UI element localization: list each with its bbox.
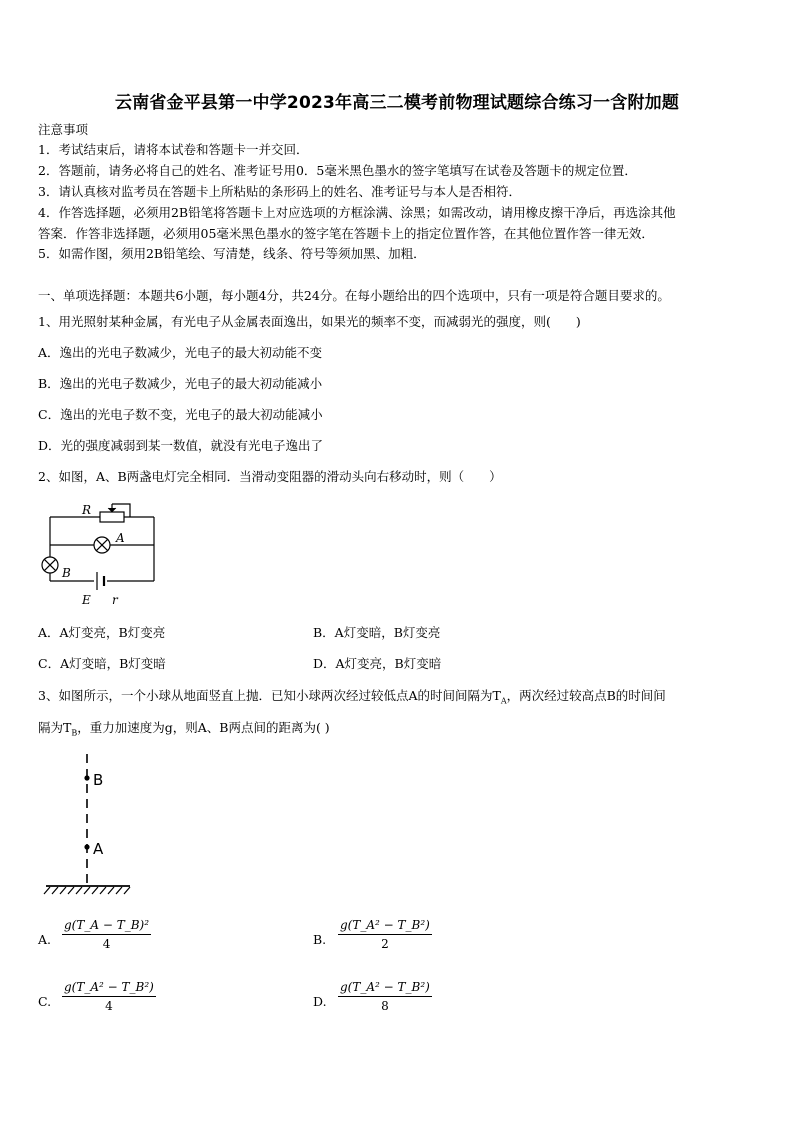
question-1-option-c: C．逸出的光电子数不变，光电子的最大初动能减小 bbox=[38, 407, 323, 422]
question-2-option-c: C．A灯变暗，B灯变暗 bbox=[38, 656, 166, 671]
label-b: B bbox=[62, 566, 71, 580]
option-b-numerator: g(T_A² − T_B²) bbox=[338, 918, 432, 935]
question-3-stem-line1: 3、如图所示，一个小球从地面竖直上抛．已知小球两次经过较低点A的时间间隔为$T_A$，两次经过较高点B的时间间 bbox=[38, 688, 666, 706]
lamp-a-icon bbox=[94, 537, 110, 553]
notice-item: 答案．作答非选择题，必须用05毫米黑色墨水的签字笔在答题卡上的指定位置作答，在其他位置作答一律无效． bbox=[38, 226, 654, 241]
question-2-option-a: A．A灯变亮，B灯变亮 bbox=[38, 625, 166, 640]
notice-item: 4．作答选择题，必须用2B铅笔将答题卡上对应选项的方框涂满、涂黑；如需改动，请用橡皮擦干净后，再选涂其他 bbox=[38, 205, 676, 220]
question-2-stem: 2、如图，A、B两盏电灯完全相同．当滑动变阻器的滑动头向右移动时，则（ ） bbox=[38, 469, 502, 484]
question-3-option-b-letter: B. bbox=[313, 932, 327, 947]
lamp-b-icon bbox=[42, 557, 58, 573]
question-3-option-a-formula bbox=[62, 918, 151, 951]
option-b-denominator: 2 bbox=[381, 937, 389, 951]
option-d-denominator: 8 bbox=[381, 999, 389, 1013]
notice-item: 3．请认真核对监考员在答题卡上所粘贴的条形码上的姓名、准考证号与本人是否相符． bbox=[38, 184, 521, 199]
notice-heading: 注意事项 bbox=[38, 122, 89, 137]
question-3-option-d-formula bbox=[338, 980, 432, 1013]
label-r-internal: r bbox=[112, 593, 118, 607]
circuit-diagram bbox=[34, 500, 164, 610]
question-1-stem: 1、用光照射某种金属，有光电子从金属表面逸出，如果光的频率不变，而减弱光的强度，则( ) bbox=[38, 314, 581, 329]
question-1-option-d: D．光的强度减弱到某一数值，就没有光电子逸出了 bbox=[38, 438, 324, 453]
point-a-label: A bbox=[93, 840, 104, 858]
question-3-option-d-letter: D. bbox=[313, 994, 327, 1009]
question-1-option-b: B．逸出的光电子数减少，光电子的最大初动能减小 bbox=[38, 376, 323, 391]
label-e: E bbox=[82, 593, 91, 607]
option-a-numerator: g(T_A − T_B)² bbox=[62, 918, 151, 935]
projectile-diagram bbox=[40, 752, 140, 902]
notice-item: 2．答题前，请务必将自己的姓名、准考证号用0．5毫米黑色墨水的签字笔填写在试卷及答题卡的规定位置． bbox=[38, 163, 637, 178]
notice-item: 1．考试结束后，请将本试卷和答题卡一并交回． bbox=[38, 142, 309, 157]
option-d-numerator: g(T_A² − T_B²) bbox=[338, 980, 432, 997]
question-3-option-c-formula bbox=[62, 980, 156, 1013]
question-1-option-a: A．逸出的光电子数减少，光电子的最大初动能不变 bbox=[38, 345, 323, 360]
question-3-option-c-letter: C. bbox=[38, 994, 52, 1009]
label-r: R bbox=[82, 503, 92, 517]
page-title: 云南省金平县第一中学2023年高三二模考前物理试题综合练习一含附加题 bbox=[114, 93, 680, 113]
label-a: A bbox=[116, 531, 125, 545]
option-a-denominator: 4 bbox=[102, 937, 111, 951]
notice-item: 5．如需作图，须用2B铅笔绘、写清楚，线条、符号等须加黑、加粗． bbox=[38, 246, 426, 261]
option-c-denominator: 4 bbox=[105, 999, 113, 1013]
question-3-option-a-letter: A. bbox=[38, 932, 52, 947]
question-3-stem-line2: 隔为$T_B$，重力加速度为g，则A、B两点间的距离为( ) bbox=[38, 720, 330, 738]
section-heading: 一、单项选择题：本题共6小题，每小题4分，共24分。在每小题给出的四个选项中，只有一项是符合题目要求的。 bbox=[38, 288, 670, 303]
question-3-option-b-formula bbox=[338, 918, 432, 951]
question-2-option-d: D．A灯变亮，B灯变暗 bbox=[313, 656, 442, 671]
question-2-option-b: B．A灯变暗，B灯变亮 bbox=[313, 625, 441, 640]
point-b-label: B bbox=[93, 771, 104, 789]
option-c-numerator: g(T_A² − T_B²) bbox=[62, 980, 156, 997]
